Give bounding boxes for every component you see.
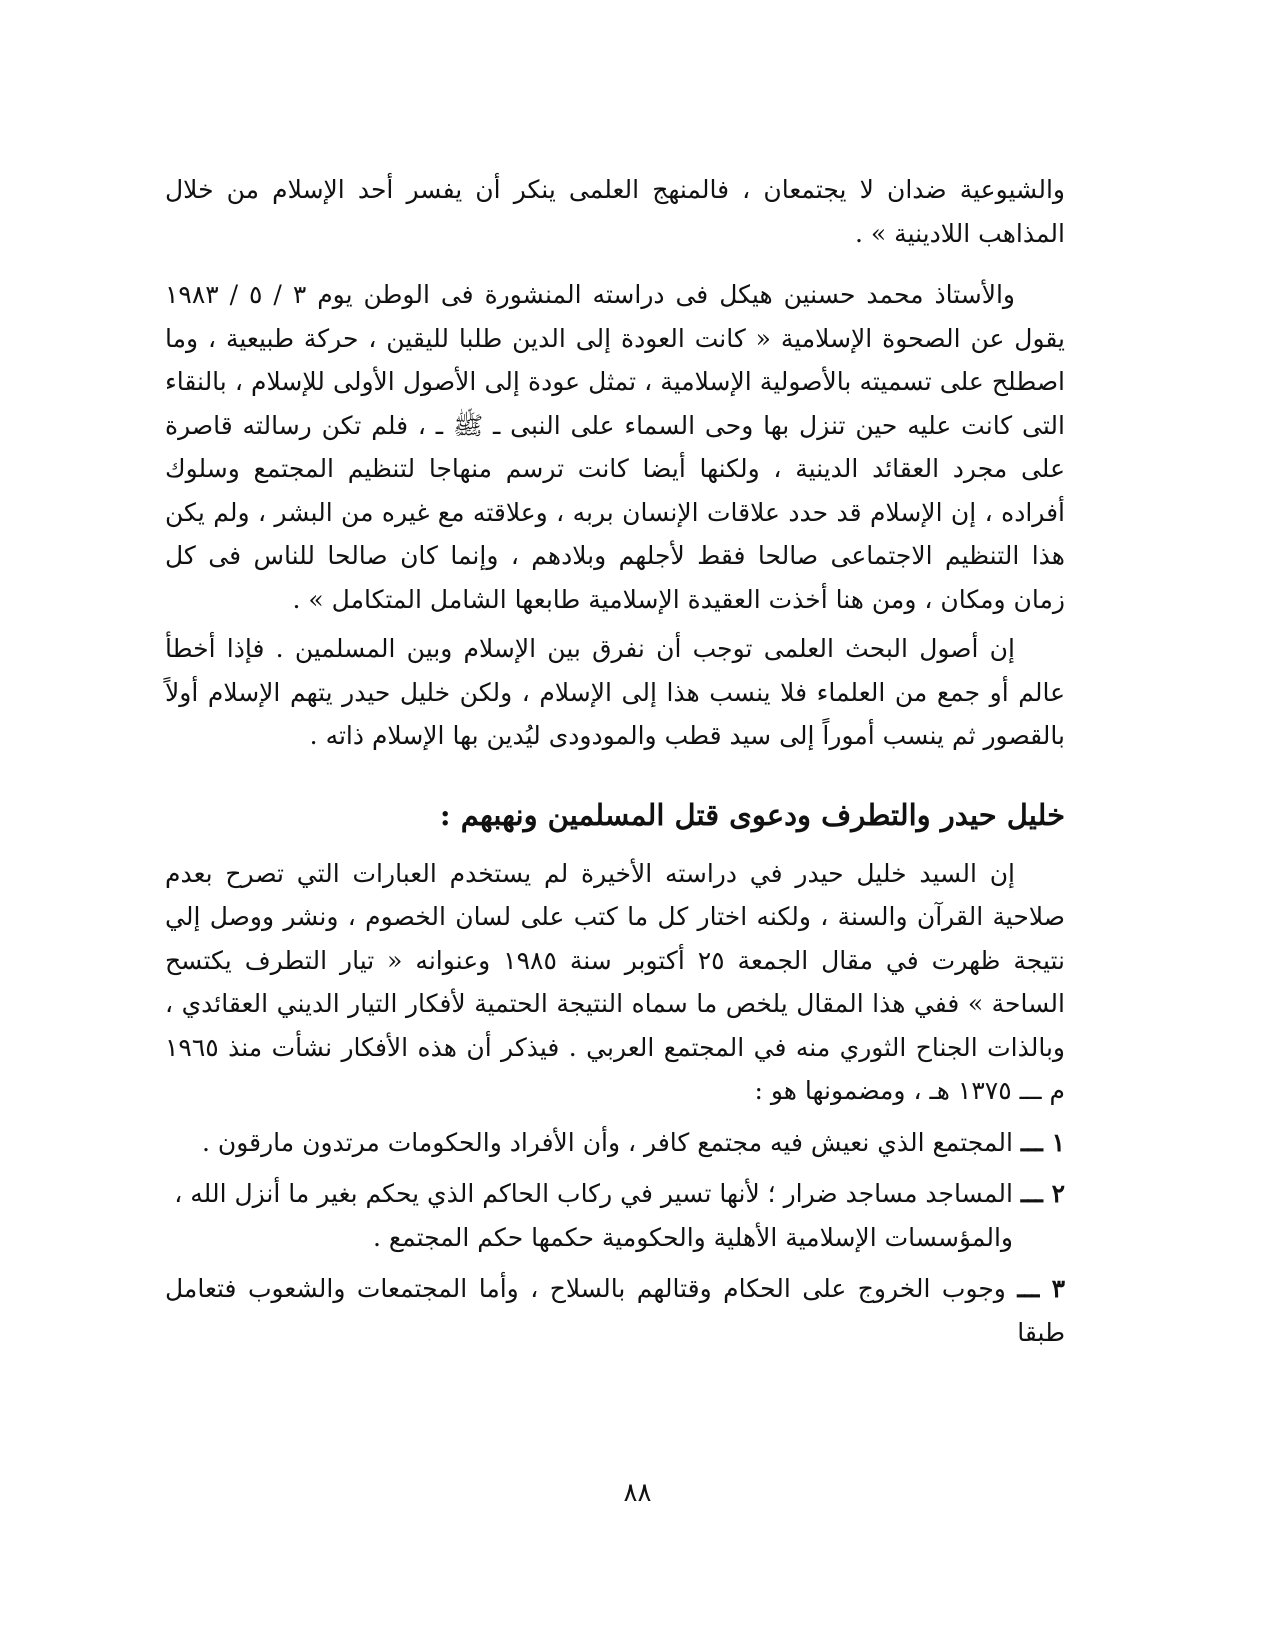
list-item-number: ١ ـــ [1020,1127,1065,1157]
paragraph-intro: والشيوعية ضدان لا يجتمعان ، فالمنهج العلمى ينكر أن يفسر أحد الإسلام من خلال المذاهب اللادينية » . [165,175,1065,248]
list-item-text: المجتمع الذي نعيش فيه مجتمع كافر ، وأن الأفراد والحكومات مرتدون مارقون . [201,1127,1013,1157]
page-number: ٨٨ [623,1478,652,1508]
list-item [165,1267,1065,1354]
numbered-list [165,1121,1065,1355]
list-item-text: المساجد مساجد ضرار ؛ لأنها تسير في ركاب الحاكم الذي يحكم بغير ما أنزل الله ، [174,1179,1013,1208]
list-item-number: ٢ ـــ [1020,1179,1065,1208]
list-item-continuation: والمؤسسات الإسلامية الأهلية والحكومية حكمها حكم المجتمع . [372,1222,1013,1252]
list-item-text: وجوب الخروج على الحكام وقتالهم بالسلاح ، وأما المجتمعات والشعوب فتعامل طبقا [165,1274,1065,1347]
list-item [165,1172,1065,1259]
list-item-number: ٣ ـــ [1017,1274,1065,1303]
section-heading: خليل حيدر والتطرف ودعوى قتل المسلمين ونهبهم : [439,797,1065,832]
page-body [165,168,1065,1354]
paragraph-section-body: إن السيد خليل حيدر في دراسته الأخيرة لم يستخدم العبارات التي تصرح بعدم صلاحية القرآن والسنة ، ولكنه اختار كل ما كتب على لسان الخصوم ، ونشر ووصل إلي نتيجة ظهرت في مقال الجمعة ٢٥ أكتوبر سنة ١٩٨٥ وعنوانه « تيار التطرف يكتسح الساحة » ففي هذا المقال يلخص ما سماه النتيجة الحتمية لأفكار التيار الديني العقائدي ، وبالذات الجناح الثوري منه في المجتمع العربي . فيذكر أن هذه الأفكار نشأت منذ ١٩٦٥ م ـــ ١٣٧٥ هـ ، ومضمونها هو : [165,858,1065,1105]
list-item [165,1121,1065,1165]
paragraph-heikal-quote: والأستاذ محمد حسنين هيكل فى دراسته المنشورة فى الوطن يوم ٣ / ٥ / ١٩٨٣ يقول عن الصحوة الإسلامية « كانت العودة إلى الدين طلبا لليقين ، حركة طبيعية ، وما اصطلح على تسميته بالأصولية الإسلامية ، تمثل عودة إلى الأصول الأولى للإسلام ، بالنقاء التى كانت عليه حين تنزل بها وحى السماء على النبى ـ ﷺ ـ ، فلم تكن رسالته قاصرة على مجرد العقائد الدينية ، ولكنها أيضا كانت ترسم منهاجا لتنظيم المجتمع وسلوك أفراده ، إن الإسلام قد حدد علاقات الإنسان بربه ، وعلاقته مع غيره من البشر ، ولم يكن هذا التنظيم الاجتماعى صالحا فقط لأجلهم وبلادهم ، وإنما كان صالحا للناس فى كل زمان ومكان ، ومن هنا أخذت العقيدة الإسلامية طابعها الشامل المتكامل » . [165,280,1065,614]
paragraph-research-principles: إن أصول البحث العلمى توجب أن نفرق بين الإسلام وبين المسلمين . فإذا أخطأ عالم أو جمع من العلماء فلا ينسب هذا إلى الإسلام ، ولكن خليل حيدر يتهم الإسلام أولاً بالقصور ثم ينسب أموراً إلى سيد قطب والمودودى ليُدين بها الإسلام ذاته . [165,634,1065,750]
